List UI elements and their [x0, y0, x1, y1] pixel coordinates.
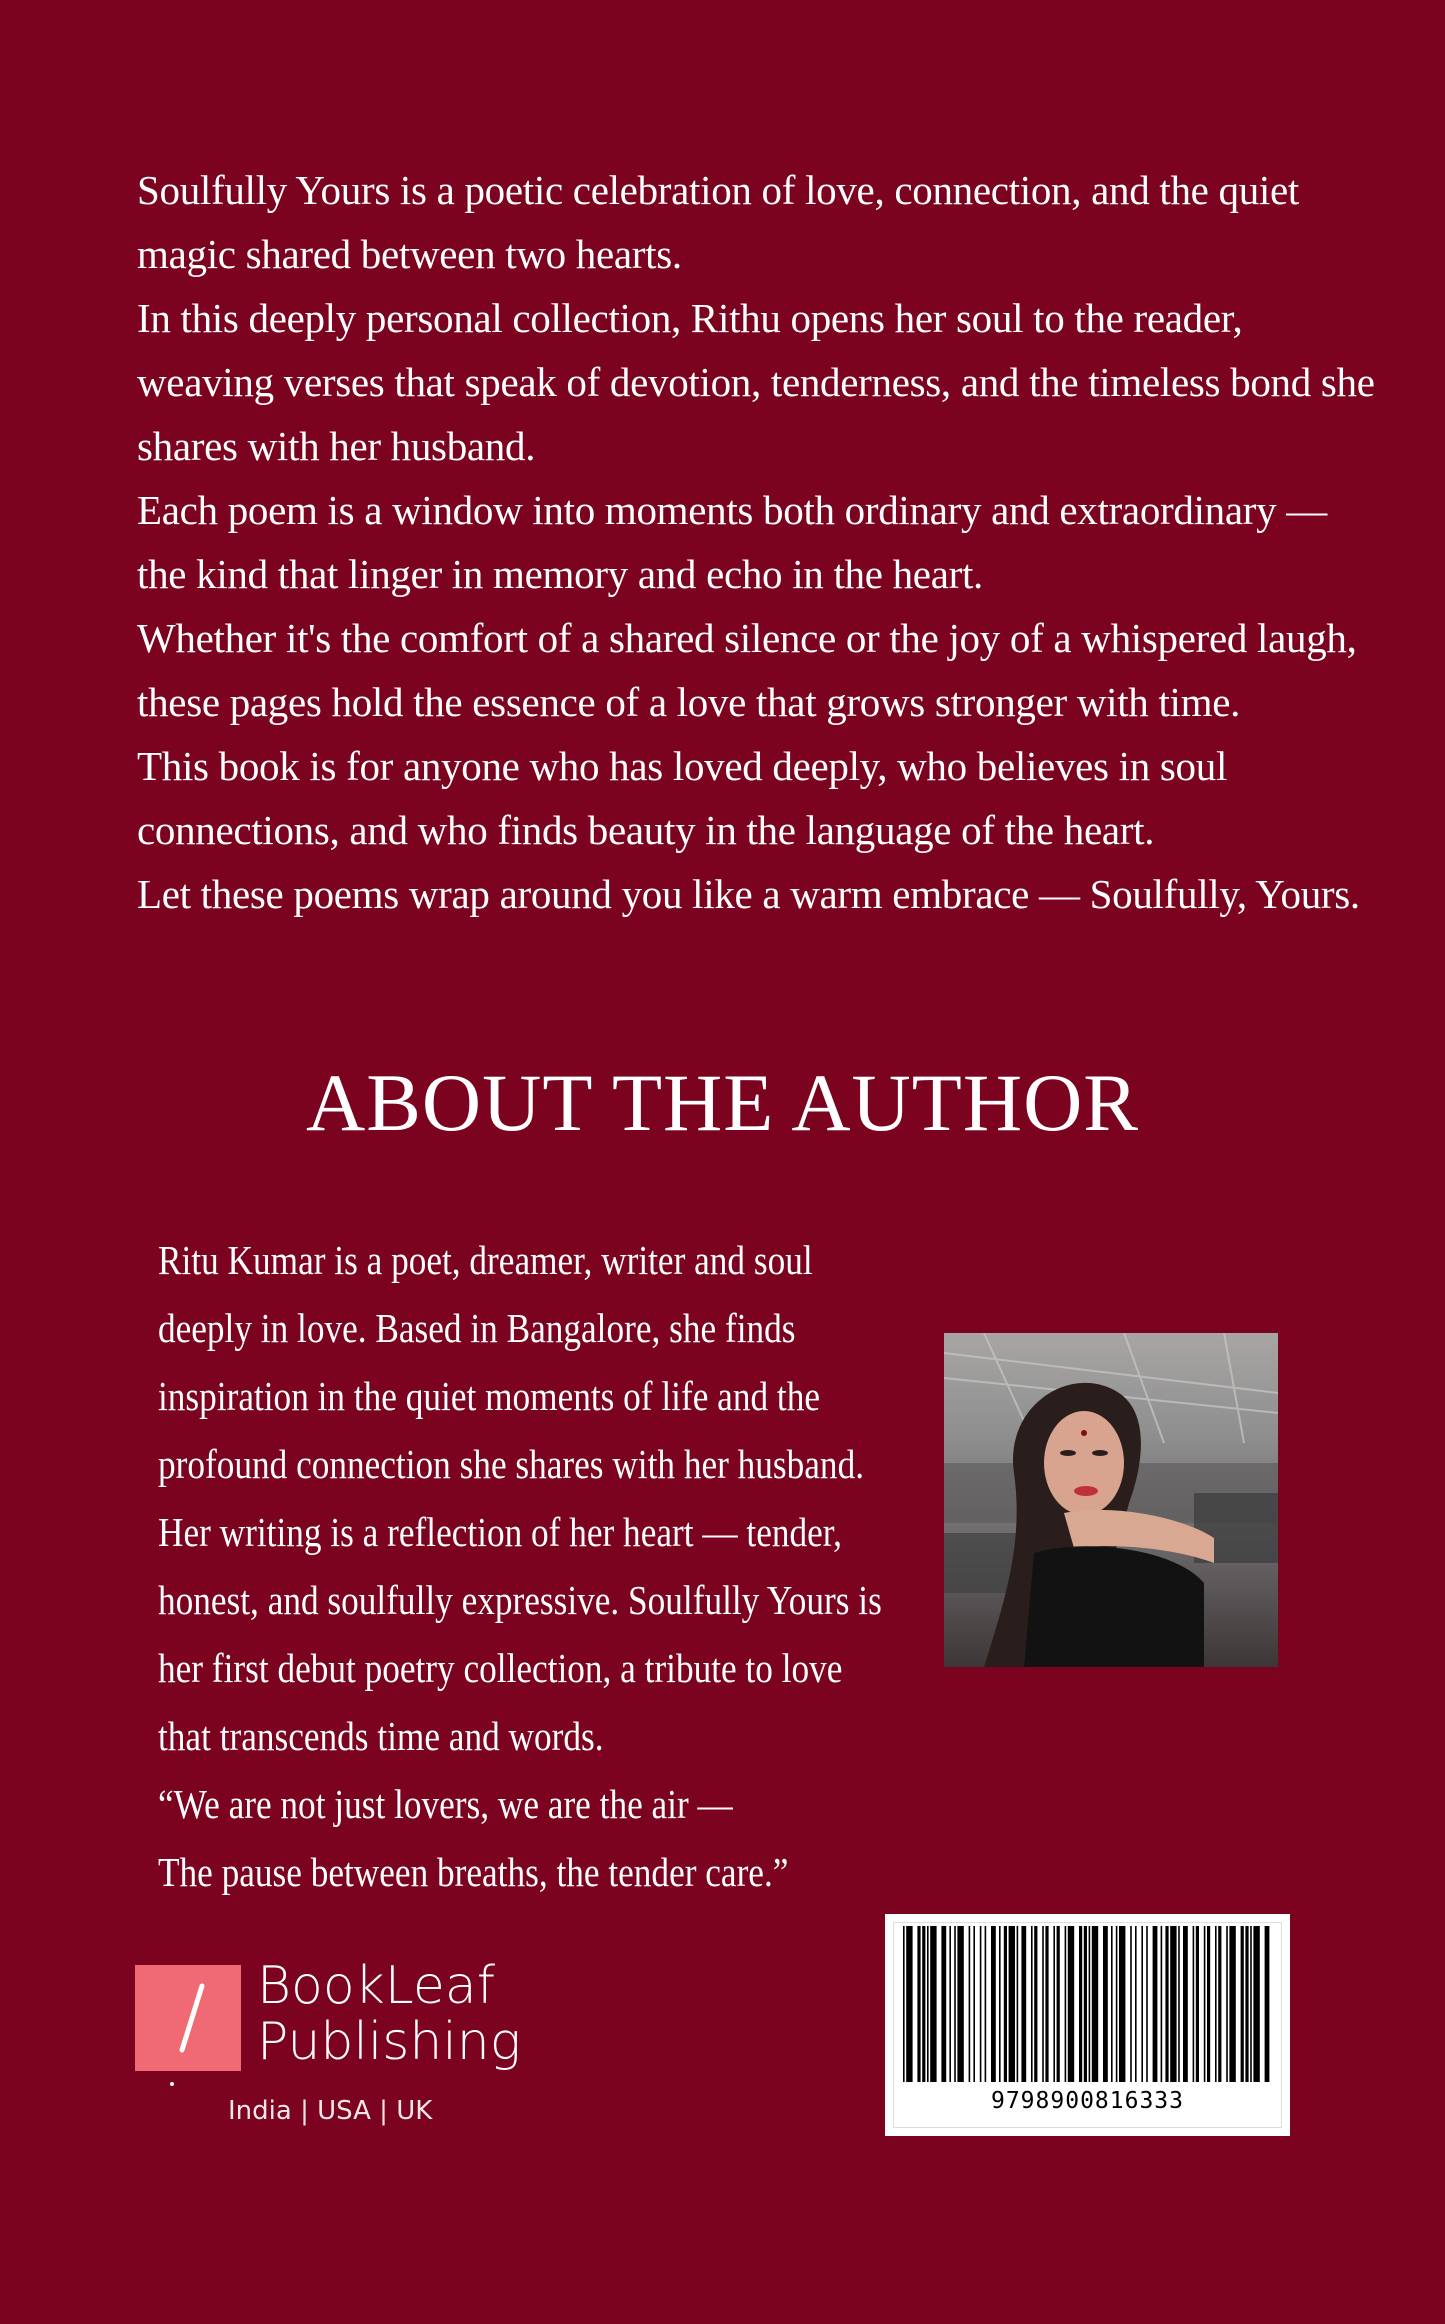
blurb-line: Each poem is a window into moments both ordinary and extraordinary — [137, 487, 1327, 533]
barcode-bar [906, 1926, 912, 2082]
barcode-bar [1146, 1926, 1148, 2082]
barcode-bar [1229, 1926, 1235, 2082]
blurb-line: weaving verses that speak of devotion, tenderness, and the timeless bond she [137, 359, 1375, 405]
barcode-bar [1089, 1926, 1091, 2082]
barcode-bar [973, 1926, 975, 2082]
blurb-line: Whether it's the comfort of a shared silence or the joy of a whispered laugh, [137, 615, 1357, 661]
bio-quote-line: The pause between breaths, the tender care.” [158, 1849, 789, 1895]
barcode-bar [927, 1926, 929, 2082]
barcode-bar [1068, 1926, 1074, 2082]
bio-line: profound connection she shares with her husband. [158, 1441, 865, 1487]
barcode-bar [1084, 1926, 1087, 2082]
barcode-bar [1170, 1926, 1176, 2082]
bio-line: Her writing is a reflection of her heart — tender, [158, 1509, 842, 1555]
barcode-bar [1119, 1926, 1125, 2082]
slash-icon [172, 1982, 212, 2054]
publisher-name-line2: Publishing [257, 2012, 521, 2072]
barcode-bar [1021, 1926, 1026, 2082]
barcode-bar [903, 1926, 905, 2082]
barcode-bar [1183, 1926, 1188, 2082]
barcode-bar [1196, 1926, 1199, 2082]
barcode-bar [954, 1926, 956, 2082]
barcode-bar [1161, 1926, 1163, 2082]
barcode-bar [1042, 1926, 1044, 2082]
bio-line: deeply in love. Based in Bangalore, she finds [158, 1305, 796, 1351]
barcode-bar [980, 1926, 982, 2082]
barcode-bar [1245, 1926, 1248, 2082]
barcode-bar [1204, 1926, 1206, 2082]
barcode-bar [1057, 1926, 1060, 2082]
blurb-line: Let these poems wrap around you like a warm embrace — Soulfully, Yours. [137, 871, 1360, 917]
barcode-bar [1226, 1926, 1228, 2082]
blurb-line: shares with her husband. [137, 423, 536, 469]
barcode-bar [1215, 1926, 1217, 2082]
isbn-barcode [885, 1914, 1290, 2136]
publisher-regions: India | USA | UK [228, 2096, 433, 2126]
about-author-heading: ABOUT THE AUTHOR [306, 1057, 1139, 1148]
barcode-bar [941, 1926, 946, 2082]
barcode-bar [1034, 1926, 1037, 2082]
barcode-bar [1241, 1926, 1244, 2082]
barcode-bar [1092, 1926, 1098, 2082]
bio-quote-line: “We are not just lovers, we are the air — [158, 1781, 733, 1827]
isbn-number: 9798900816333 [990, 2088, 1184, 2114]
barcode-bar [1141, 1926, 1143, 2082]
barcode-bar [1165, 1926, 1168, 2082]
barcode-bar [1250, 1926, 1252, 2082]
barcode-bar [957, 1926, 963, 2082]
barcode-bar [1116, 1926, 1118, 2082]
barcode-bar [930, 1926, 936, 2082]
blurb-line: Soulfully Yours is a poetic celebration of love, connection, and the quiet [137, 167, 1299, 213]
barcode-bar [1053, 1926, 1055, 2082]
barcode-bar [1193, 1926, 1195, 2082]
bio-line: her first debut poetry collection, a tribute to love [158, 1645, 843, 1691]
blurb-line: magic shared between two hearts. [137, 231, 682, 277]
barcode-bar [1017, 1926, 1019, 2082]
blurb-line: the kind that linger in memory and echo in the heart. [137, 551, 983, 597]
barcode-bar [1004, 1926, 1007, 2082]
publisher-name-line1: BookLeaf [257, 1956, 496, 2016]
publisher-name [257, 1958, 521, 2070]
barcode-bar [1103, 1926, 1108, 2082]
bio-line: Ritu Kumar is a poet, dreamer, writer and soul [158, 1237, 813, 1283]
barcode-bar [1009, 1926, 1015, 2082]
barcode-bar [969, 1926, 971, 2082]
blurb-line: connections, and who finds beauty in the language of the heart. [137, 807, 1155, 853]
barcode-bar [1153, 1926, 1158, 2082]
author-photo [944, 1333, 1278, 1667]
barcode-bar [1178, 1926, 1180, 2082]
barcode-bar [1130, 1926, 1132, 2082]
barcode-bar [1135, 1926, 1137, 2082]
bio-line: that transcends time and words. [158, 1713, 604, 1759]
barcode-bar [1111, 1926, 1113, 2082]
book-blurb [137, 158, 1417, 926]
barcode-bar [991, 1926, 996, 2082]
barcode-bar [1031, 1926, 1033, 2082]
barcode-icon [899, 1926, 1276, 2082]
author-bio [158, 1226, 882, 1906]
barcode-bar [1045, 1926, 1048, 2082]
barcode-bar [1218, 1926, 1221, 2082]
blurb-line: these pages hold the essence of a love that grows stronger with time. [137, 679, 1241, 725]
blurb-line: In this deeply personal collection, Rithu opens her soul to the reader, [137, 295, 1243, 341]
bio-line: inspiration in the quiet moments of life and the [158, 1373, 820, 1419]
barcode-bar [1079, 1926, 1082, 2082]
barcode-bar [1207, 1926, 1210, 2082]
blurb-line: This book is for anyone who has loved deeply, who believes in soul [137, 743, 1228, 789]
barcode-bar [917, 1926, 920, 2082]
barcode-bar [922, 1926, 925, 2082]
barcode-bar [999, 1926, 1001, 2082]
logo-dot [170, 2082, 174, 2086]
barcode-bar [949, 1926, 951, 2082]
barcode-bar [1253, 1926, 1259, 2082]
bio-line: honest, and soulfully expressive. Soulfully Yours is [158, 1577, 882, 1623]
barcode-bar [985, 1926, 987, 2082]
barcode-bar [1265, 1926, 1270, 2082]
barcode-bar [1065, 1926, 1067, 2082]
